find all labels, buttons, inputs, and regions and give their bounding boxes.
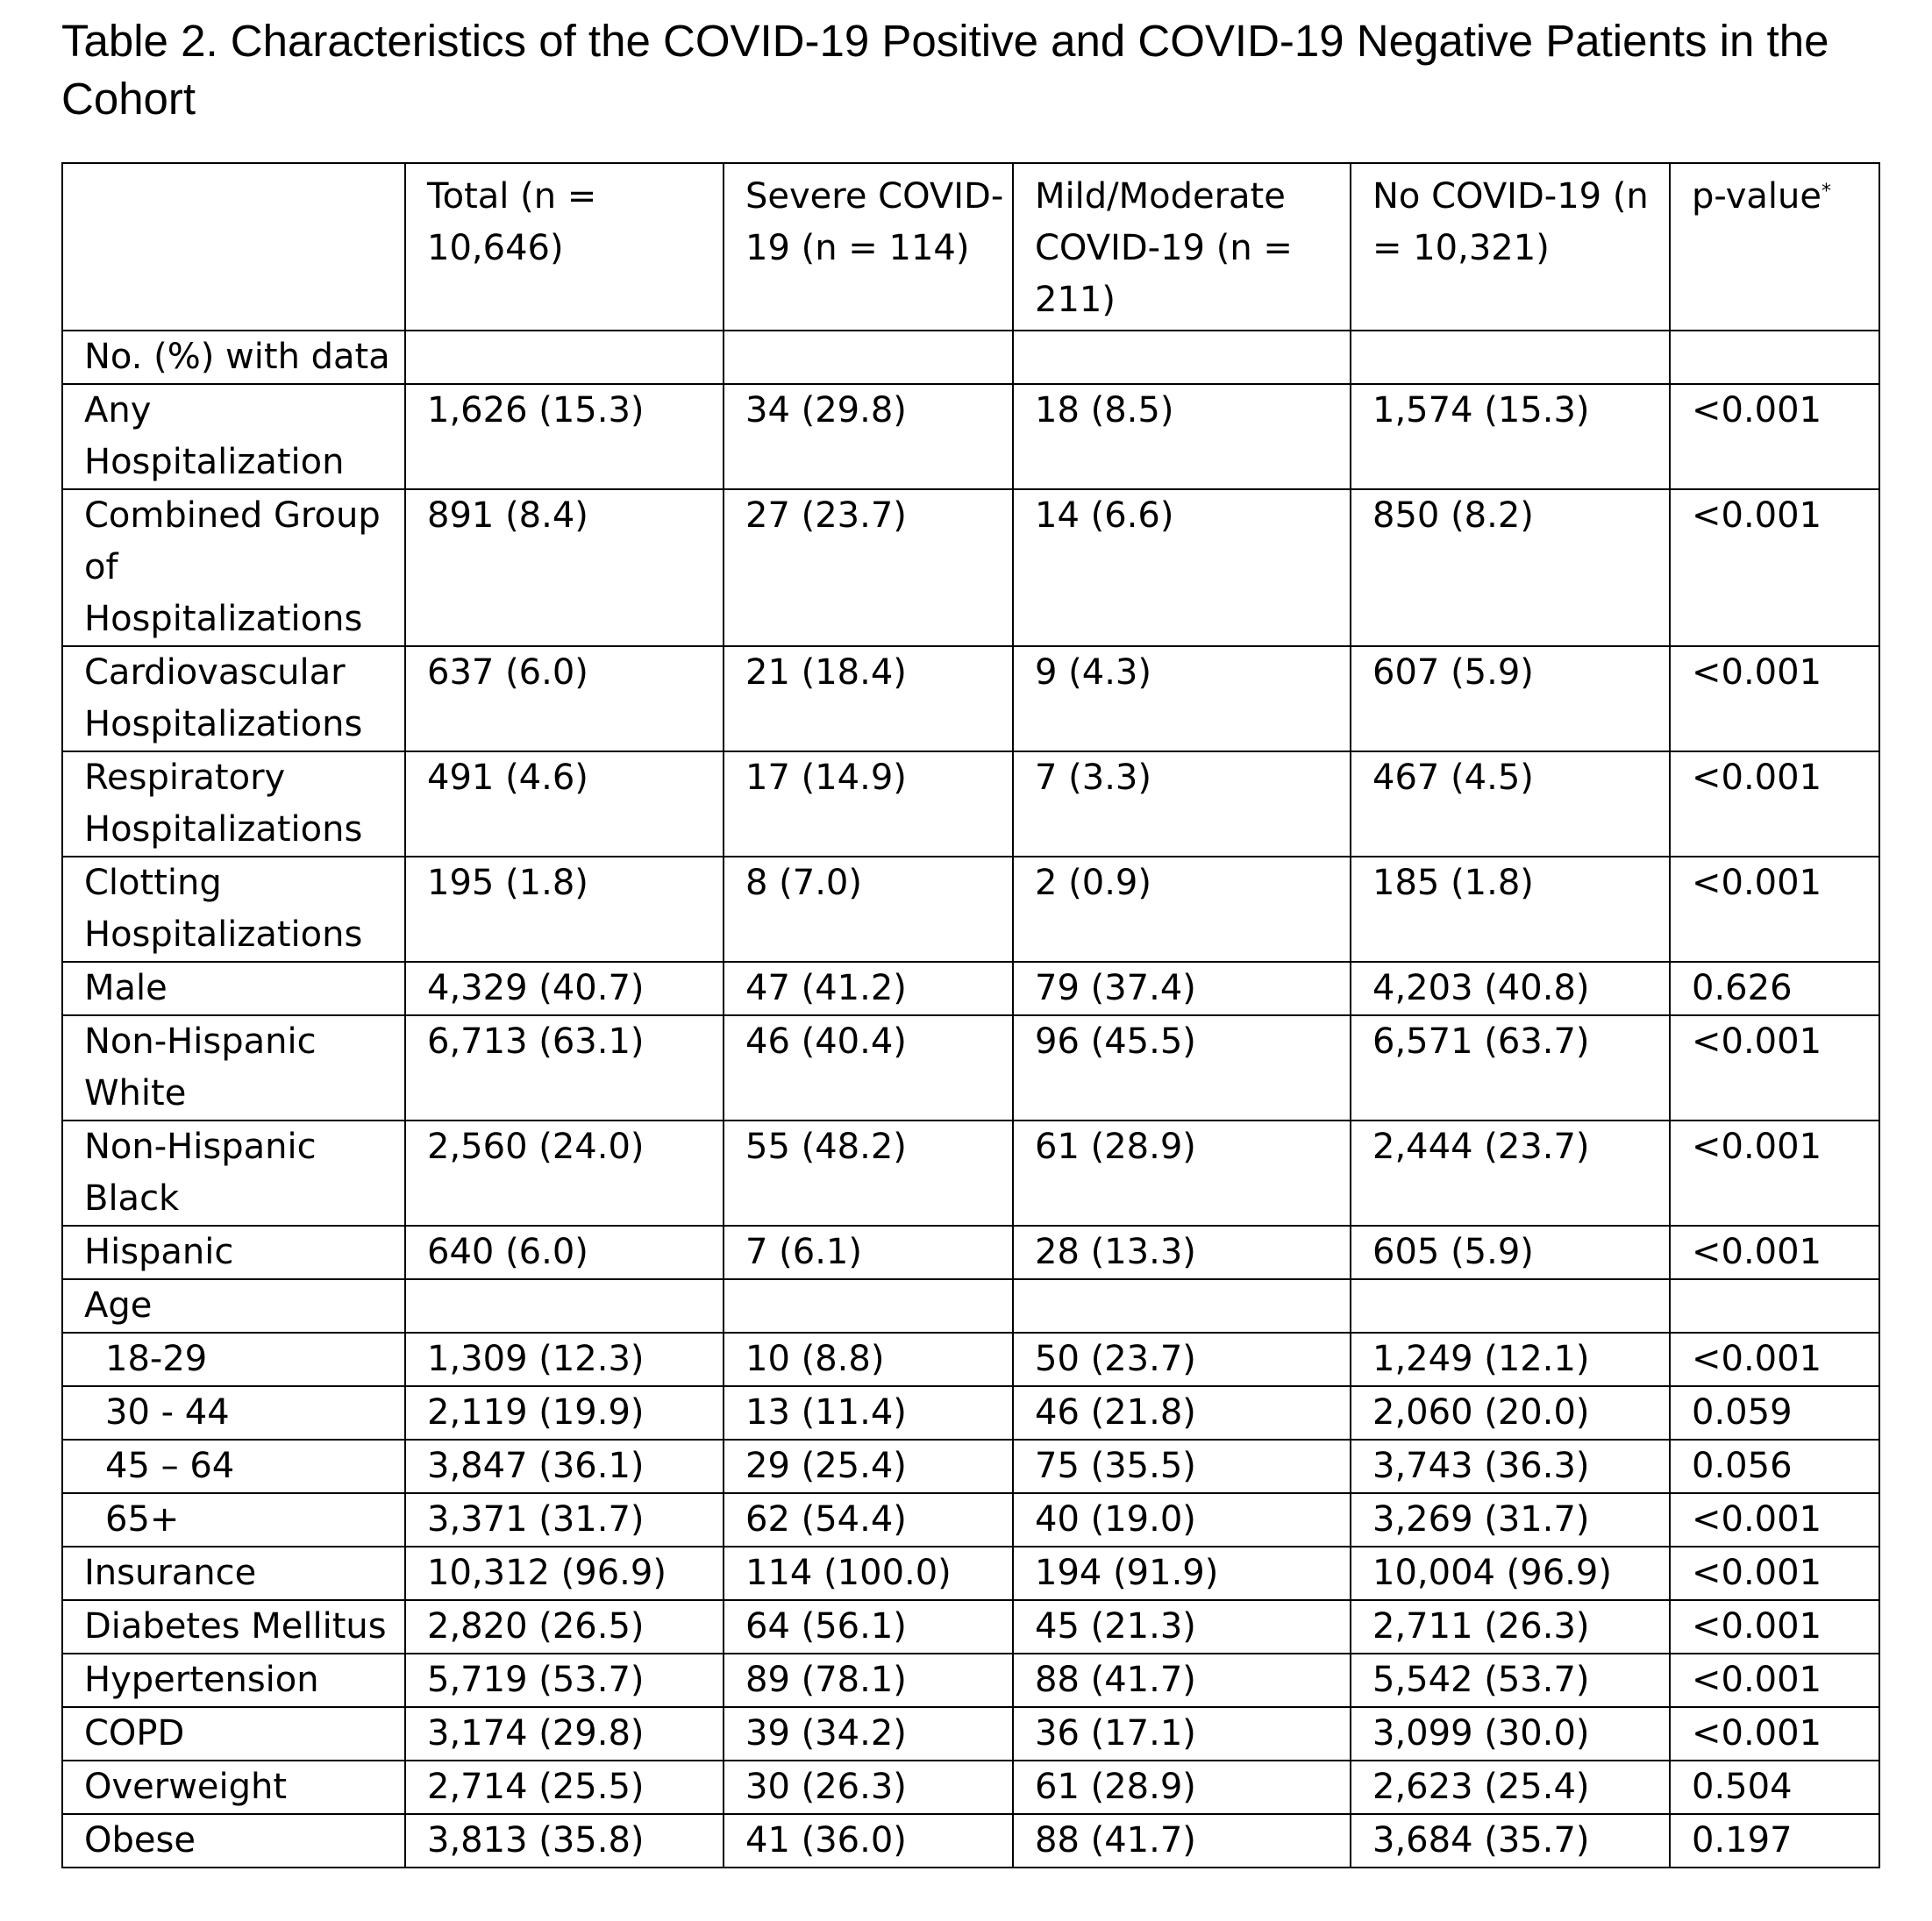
p-value-label: p-value [1692, 176, 1822, 217]
cell-p-value: 0.056 [1670, 1440, 1879, 1493]
table-row [62, 1547, 1879, 1600]
row-label: Insurance [62, 1547, 405, 1600]
cell-no-covid: 2,711 (26.3) [1351, 1600, 1670, 1654]
cell-p-value: 0.504 [1670, 1761, 1879, 1814]
cell-mild: 50 (23.7) [1013, 1333, 1351, 1386]
table-row [62, 1121, 1879, 1226]
cell-no-covid: 5,542 (53.7) [1351, 1654, 1670, 1707]
cell-no-covid: 2,444 (23.7) [1351, 1121, 1670, 1226]
cell-severe: 7 (6.1) [724, 1226, 1013, 1279]
cell-p-value: <0.001 [1670, 1493, 1879, 1547]
cell-p-value: <0.001 [1670, 646, 1879, 751]
header-cell-total: Total (n = 10,646) [405, 163, 724, 331]
row-label: 18-29 [62, 1333, 405, 1386]
table-row [62, 1761, 1879, 1814]
table-row [62, 1493, 1879, 1547]
cell-total: 891 (8.4) [405, 489, 724, 646]
row-label: 30 - 44 [62, 1386, 405, 1440]
table-row [62, 1654, 1879, 1707]
header-row [62, 163, 1879, 331]
cell-no-covid: 6,571 (63.7) [1351, 1015, 1670, 1121]
cell-total: 637 (6.0) [405, 646, 724, 751]
cell-total: 640 (6.0) [405, 1226, 724, 1279]
table-row [62, 489, 1879, 646]
cell-p-value: 0.626 [1670, 962, 1879, 1015]
cell-severe: 21 (18.4) [724, 646, 1013, 751]
cell-p-value: <0.001 [1670, 1654, 1879, 1707]
cell-severe: 10 (8.8) [724, 1333, 1013, 1386]
cell-total: 2,119 (19.9) [405, 1386, 724, 1440]
header-cell-no-covid: No COVID-19 (n = 10,321) [1351, 163, 1670, 331]
cell-total: 2,714 (25.5) [405, 1761, 724, 1814]
cell-total: 2,820 (26.5) [405, 1600, 724, 1654]
cell-severe: 27 (23.7) [724, 489, 1013, 646]
cell-severe: 8 (7.0) [724, 857, 1013, 962]
row-label: Hypertension [62, 1654, 405, 1707]
cell-total: 6,713 (63.1) [405, 1015, 724, 1121]
cell-severe: 29 (25.4) [724, 1440, 1013, 1493]
cell-total: 3,847 (36.1) [405, 1440, 724, 1493]
cell-mild: 96 (45.5) [1013, 1015, 1351, 1121]
row-label: Respiratory Hospitalizations [62, 751, 405, 857]
cell-p-value: <0.001 [1670, 1707, 1879, 1761]
table-row [62, 962, 1879, 1015]
cell-no-covid: 850 (8.2) [1351, 489, 1670, 646]
table-row [62, 857, 1879, 962]
header-cell-mild: Mild/Moderate COVID-19 (n = 211) [1013, 163, 1351, 331]
row-label: Diabetes Mellitus [62, 1600, 405, 1654]
cell-severe: 41 (36.0) [724, 1814, 1013, 1868]
cell-no-covid: 2,623 (25.4) [1351, 1761, 1670, 1814]
cell-no-covid: 467 (4.5) [1351, 751, 1670, 857]
row-label: Non-Hispanic Black [62, 1121, 405, 1226]
row-label: 45 – 64 [62, 1440, 405, 1493]
section-row-age [62, 1279, 1879, 1333]
cell-total: 2,560 (24.0) [405, 1121, 724, 1226]
table-row [62, 1814, 1879, 1868]
cell-no-covid: 607 (5.9) [1351, 646, 1670, 751]
cell-total: 1,626 (15.3) [405, 384, 724, 489]
cell-severe: 62 (54.4) [724, 1493, 1013, 1547]
cell-mild: 36 (17.1) [1013, 1707, 1351, 1761]
row-label: Hispanic [62, 1226, 405, 1279]
cell-mild: 88 (41.7) [1013, 1814, 1351, 1868]
cell-p-value: <0.001 [1670, 384, 1879, 489]
cell-mild: 2 (0.9) [1013, 857, 1351, 962]
p-value-footnote-marker: * [1821, 181, 1832, 203]
cell-p-value: <0.001 [1670, 1600, 1879, 1654]
cell-p-value: <0.001 [1670, 1226, 1879, 1279]
row-label: Cardiovascular Hospitalizations [62, 646, 405, 751]
cell-p-value: <0.001 [1670, 1015, 1879, 1121]
cell-mild: 45 (21.3) [1013, 1600, 1351, 1654]
cell-total: 195 (1.8) [405, 857, 724, 962]
row-label: Non-Hispanic White [62, 1015, 405, 1121]
cell-p-value: 0.197 [1670, 1814, 1879, 1868]
cell-no-covid: 605 (5.9) [1351, 1226, 1670, 1279]
cell-no-covid: 3,743 (36.3) [1351, 1440, 1670, 1493]
characteristics-table [61, 162, 1880, 1868]
cell-mild: 18 (8.5) [1013, 384, 1351, 489]
cell-severe: 46 (40.4) [724, 1015, 1013, 1121]
cell-total: 4,329 (40.7) [405, 962, 724, 1015]
cell-mild: 46 (21.8) [1013, 1386, 1351, 1440]
cell-mild: 75 (35.5) [1013, 1440, 1351, 1493]
cell-mild: 61 (28.9) [1013, 1121, 1351, 1226]
table-row [62, 1226, 1879, 1279]
row-label: Overweight [62, 1761, 405, 1814]
cell-total: 3,813 (35.8) [405, 1814, 724, 1868]
cell-no-covid: 185 (1.8) [1351, 857, 1670, 962]
table-row [62, 1333, 1879, 1386]
row-label: COPD [62, 1707, 405, 1761]
cell-total: 5,719 (53.7) [405, 1654, 724, 1707]
row-label: Combined Group of Hospitalizations [62, 489, 405, 646]
cell-severe: 39 (34.2) [724, 1707, 1013, 1761]
cell-no-covid: 1,249 (12.1) [1351, 1333, 1670, 1386]
cell-mild: 9 (4.3) [1013, 646, 1351, 751]
cell-total: 10,312 (96.9) [405, 1547, 724, 1600]
cell-severe: 47 (41.2) [724, 962, 1013, 1015]
cell-mild: 88 (41.7) [1013, 1654, 1351, 1707]
cell-total: 3,174 (29.8) [405, 1707, 724, 1761]
cell-no-covid: 3,684 (35.7) [1351, 1814, 1670, 1868]
table-row [62, 1600, 1879, 1654]
cell-mild: 79 (37.4) [1013, 962, 1351, 1015]
section-label: No. (%) with data [62, 331, 405, 384]
row-label: Clotting Hospitalizations [62, 857, 405, 962]
header-cell-severe: Severe COVID-19 (n = 114) [724, 163, 1013, 331]
cell-no-covid: 4,203 (40.8) [1351, 962, 1670, 1015]
cell-severe: 13 (11.4) [724, 1386, 1013, 1440]
cell-p-value: <0.001 [1670, 1333, 1879, 1386]
row-label: Male [62, 962, 405, 1015]
row-label: Any Hospitalization [62, 384, 405, 489]
cell-mild: 194 (91.9) [1013, 1547, 1351, 1600]
table-row [62, 1440, 1879, 1493]
table-row [62, 751, 1879, 857]
cell-p-value: <0.001 [1670, 1121, 1879, 1226]
cell-mild: 28 (13.3) [1013, 1226, 1351, 1279]
cell-severe: 17 (14.9) [724, 751, 1013, 857]
section-row-with-data [62, 331, 1879, 384]
table-caption: Table 2. Characteristics of the COVID-19 Positive and COVID-19 Negative Patients in the Cohort [61, 16, 1829, 124]
cell-p-value: 0.059 [1670, 1386, 1879, 1440]
header-cell-label [62, 163, 405, 331]
cell-p-value: <0.001 [1670, 1547, 1879, 1600]
cell-mild: 40 (19.0) [1013, 1493, 1351, 1547]
row-label: Obese [62, 1814, 405, 1868]
cell-no-covid: 2,060 (20.0) [1351, 1386, 1670, 1440]
cell-mild: 14 (6.6) [1013, 489, 1351, 646]
table-row [62, 384, 1879, 489]
table-row [62, 1386, 1879, 1440]
cell-p-value: <0.001 [1670, 751, 1879, 857]
section-label: Age [62, 1279, 405, 1333]
cell-no-covid: 3,099 (30.0) [1351, 1707, 1670, 1761]
cell-severe: 55 (48.2) [724, 1121, 1013, 1226]
cell-severe: 114 (100.0) [724, 1547, 1013, 1600]
cell-total: 3,371 (31.7) [405, 1493, 724, 1547]
cell-no-covid: 3,269 (31.7) [1351, 1493, 1670, 1547]
cell-no-covid: 1,574 (15.3) [1351, 384, 1670, 489]
cell-severe: 89 (78.1) [724, 1654, 1013, 1707]
table-row [62, 1707, 1879, 1761]
cell-p-value: <0.001 [1670, 489, 1879, 646]
cell-severe: 34 (29.8) [724, 384, 1013, 489]
cell-no-covid: 10,004 (96.9) [1351, 1547, 1670, 1600]
table-row [62, 1015, 1879, 1121]
cell-total: 491 (4.6) [405, 751, 724, 857]
cell-mild: 7 (3.3) [1013, 751, 1351, 857]
row-label: 65+ [62, 1493, 405, 1547]
cell-severe: 64 (56.1) [724, 1600, 1013, 1654]
cell-mild: 61 (28.9) [1013, 1761, 1351, 1814]
cell-total: 1,309 (12.3) [405, 1333, 724, 1386]
header-cell-p-value [1670, 163, 1879, 331]
cell-severe: 30 (26.3) [724, 1761, 1013, 1814]
cell-p-value: <0.001 [1670, 857, 1879, 962]
table-row [62, 646, 1879, 751]
